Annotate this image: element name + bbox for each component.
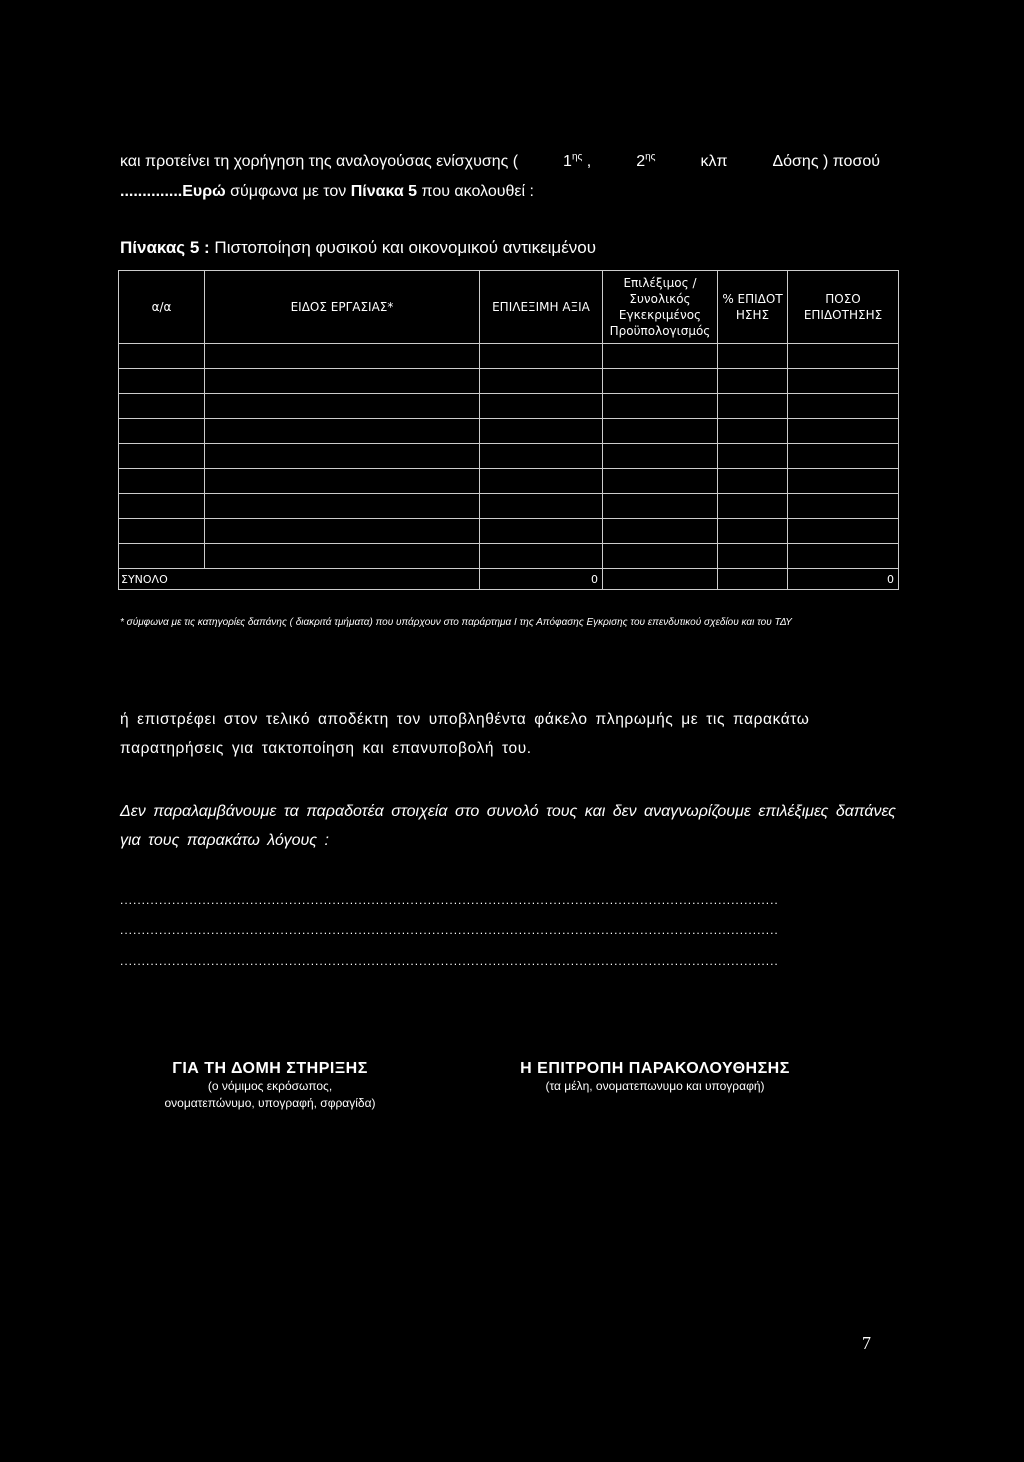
table-row (119, 344, 899, 369)
intro-word: κλπ (700, 153, 728, 170)
table-footnote: * σύμφωνα με τις κατηγορίες δαπάνης ( διακριτά τμήματα) που υπάρχουν στο παράρτημα I της Απόφασης Εγκρισης του επενδυτικού σχεδίου και του ΤΔΥ (120, 617, 792, 628)
amount-euro: ..............Ευρώ (120, 183, 226, 200)
table-cell[interactable] (119, 494, 205, 519)
intro-word: και προτείνει τη χορήγηση της αναλογούσας ενίσχυσης ( (120, 153, 519, 170)
intro-line-2 (120, 183, 534, 201)
intro-dose-2 (636, 153, 655, 171)
col-header-aa: α/α (119, 271, 205, 344)
table-cell[interactable] (480, 494, 603, 519)
table-cell[interactable] (603, 469, 718, 494)
table-total-row (119, 569, 899, 590)
table-cell[interactable] (205, 544, 480, 569)
table-row (119, 369, 899, 394)
rejection-paragraph: Δεν παραλαμβάνουμε τα παραδοτέα στοιχεία στο συνολό τους και δεν αναγνωρίζουμε επιλέξιμες δαπάνες για τους παρακάτω λόγους : (120, 803, 896, 849)
table-cell[interactable] (788, 444, 899, 469)
table-cell[interactable] (603, 494, 718, 519)
table-cell[interactable] (480, 369, 603, 394)
table-cell[interactable] (788, 394, 899, 419)
table-title-label: Πίνακας 5 : (120, 238, 210, 257)
table-cell[interactable] (119, 519, 205, 544)
signature-note: ονοματεπώνυμο, υπογραφή, σφραγίδα) (164, 1096, 376, 1110)
table-row (119, 494, 899, 519)
table-cell[interactable] (718, 344, 788, 369)
table-cell[interactable] (788, 494, 899, 519)
col-header-work-type: ΕΙΔΟΣ ΕΡΓΑΣΙΑΣ* (205, 271, 480, 344)
table-cell[interactable] (205, 394, 480, 419)
total-subsidy-amount: 0 (788, 569, 899, 590)
table-ref: Πίνακα 5 (350, 183, 418, 200)
table-row (119, 444, 899, 469)
intro-line-1 (120, 153, 880, 171)
total-percent (718, 569, 788, 590)
total-budget (603, 569, 718, 590)
superscript: ης (571, 151, 583, 163)
page-number: 7 (862, 1333, 871, 1353)
reason-line-3[interactable]: ........................................................................................................................................................ (120, 954, 779, 968)
table-cell[interactable] (205, 519, 480, 544)
reason-line-1[interactable]: ........................................................................................................................................................ (120, 893, 779, 907)
table-cell[interactable] (480, 394, 603, 419)
certification-table (118, 270, 899, 590)
signature-support-structure (135, 1060, 405, 1112)
table-cell[interactable] (205, 444, 480, 469)
intro-word: Δόσης ) ποσού (772, 153, 880, 170)
table-cell[interactable] (603, 519, 718, 544)
table-cell[interactable] (603, 444, 718, 469)
table-cell[interactable] (718, 369, 788, 394)
table-cell[interactable] (788, 469, 899, 494)
intro-text: σύμφωνα με τον (230, 183, 347, 200)
table-cell[interactable] (718, 394, 788, 419)
col-header-subsidy-amount: ΠΟΣΟ ΕΠΙΔΟΤΗΣΗΣ (788, 271, 899, 344)
intro-word: , (586, 153, 592, 170)
table-cell[interactable] (119, 544, 205, 569)
table-cell[interactable] (205, 419, 480, 444)
intro-text: που ακολουθεί : (421, 183, 534, 200)
table-cell[interactable] (718, 494, 788, 519)
table-cell[interactable] (480, 444, 603, 469)
table-row (119, 394, 899, 419)
table-cell[interactable] (480, 519, 603, 544)
table-cell[interactable] (788, 519, 899, 544)
table-cell[interactable] (480, 469, 603, 494)
table-cell[interactable] (788, 419, 899, 444)
table-cell[interactable] (119, 444, 205, 469)
total-label: ΣΥΝΟΛΟ (119, 569, 480, 590)
table-cell[interactable] (718, 419, 788, 444)
table-cell[interactable] (788, 544, 899, 569)
table-title (120, 238, 596, 258)
table-row (119, 519, 899, 544)
col-header-subsidy-percent: % ΕΠΙΔΟΤ ΗΣΗΣ (718, 271, 788, 344)
table-cell[interactable] (480, 419, 603, 444)
table-cell[interactable] (119, 394, 205, 419)
table-cell[interactable] (119, 344, 205, 369)
table-cell[interactable] (718, 469, 788, 494)
intro-word: 1 (563, 153, 572, 170)
table-cell[interactable] (603, 344, 718, 369)
table-title-text: Πιστοποίηση φυσικού και οικονομικού αντικειμένου (214, 238, 597, 257)
table-row (119, 469, 899, 494)
table-cell[interactable] (119, 469, 205, 494)
table-cell[interactable] (205, 344, 480, 369)
table-cell[interactable] (718, 544, 788, 569)
return-paragraph: ή επιστρέφει στον τελικό αποδέκτη τον υποβληθέντα φάκελο πληρωμής με τις παρακάτω παρατηρήσεις για τακτοποίηση και επανυποβολή του. (120, 711, 810, 757)
table-cell[interactable] (788, 344, 899, 369)
table-cell[interactable] (119, 419, 205, 444)
table-cell[interactable] (205, 469, 480, 494)
table-header-row (119, 271, 899, 344)
table-cell[interactable] (205, 494, 480, 519)
table-cell[interactable] (119, 369, 205, 394)
signature-note: (ο νόμιμος εκρόσωπος, (207, 1079, 333, 1093)
table-cell[interactable] (603, 544, 718, 569)
table-cell[interactable] (603, 369, 718, 394)
table-cell[interactable] (718, 519, 788, 544)
table-row (119, 419, 899, 444)
signature-heading: Η ΕΠΙΤΡΟΠΗ ΠΑΡΑΚΟΛΟΥΘΗΣΗΣ (520, 1060, 790, 1077)
table-cell[interactable] (788, 369, 899, 394)
col-header-budget: Επιλέξιμος / Συνολικός Εγκεκριμένος Προϋπολογισμός (603, 271, 718, 344)
signature-note: (τα μέλη, ονοματεπωνυμο και υπογραφή) (545, 1079, 765, 1093)
intro-dose-1 (563, 153, 591, 171)
signature-heading: ΓΙΑ ΤΗ ΔΟΜΗ ΣΤΗΡΙΞΗΣ (172, 1060, 368, 1077)
intro-word: 2 (636, 153, 646, 170)
table-cell[interactable] (480, 344, 603, 369)
table-cell[interactable] (205, 369, 480, 394)
table-cell[interactable] (603, 394, 718, 419)
table-row (119, 544, 899, 569)
reason-line-2[interactable]: ........................................................................................................................................................ (120, 923, 779, 937)
table-cell[interactable] (480, 544, 603, 569)
superscript: ης (645, 151, 656, 163)
table-cell[interactable] (718, 444, 788, 469)
table-cell[interactable] (603, 419, 718, 444)
signature-monitoring-committee (495, 1060, 815, 1095)
col-header-eligible-value: ΕΠΙΛΕΞΙΜΗ ΑΞΙΑ (480, 271, 603, 344)
total-eligible-value: 0 (480, 569, 603, 590)
